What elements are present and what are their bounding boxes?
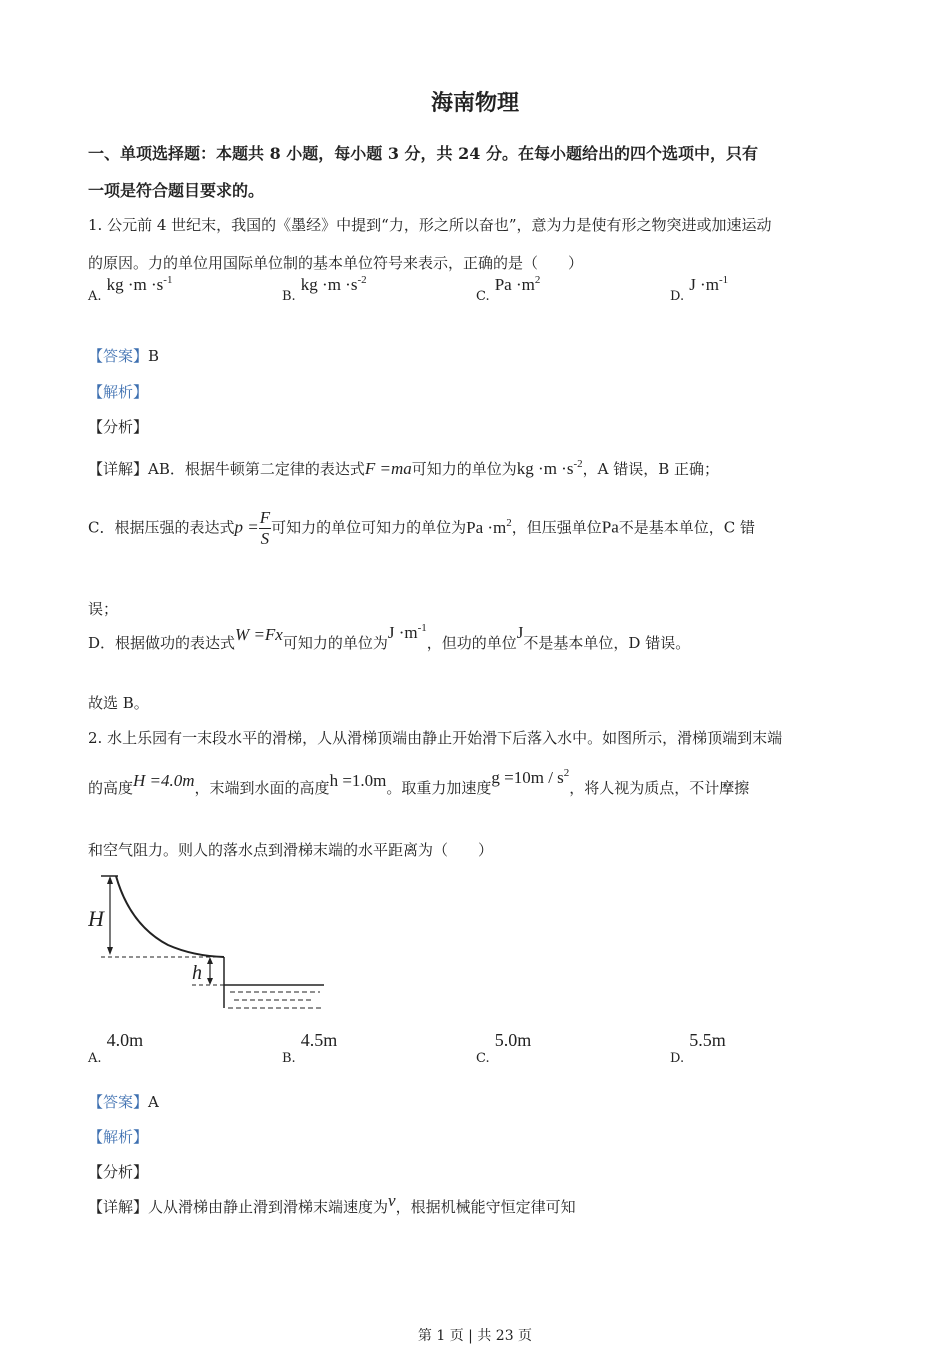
option-label: A. [88,289,102,304]
q2-stem-line1: 2. 水上乐园有一末段水平的滑梯，人从滑梯顶端由静止开始滑下后落入水中。如图所示，滑梯顶端到末端 [88,729,783,747]
option-label: D. [670,1051,685,1066]
q2-stem-line2: 的高度H =4.0m，末端到水面的高度h =1.0m。取重力加速度$g =10m / s^2$，将人视为质点，不计摩擦 [88,767,750,797]
option-unit: kg $\cdot m \cdot s^{-1}$ [106,274,173,294]
fig-label-H: H [88,906,104,931]
slide-curve [116,876,224,957]
page-title: 海南物理 [430,90,519,116]
option-label: B. [282,289,296,304]
option-unit: $J \cdot m^{-1}$ [689,274,729,294]
q1-option-a [88,274,173,305]
option-value: 4.0m [106,1030,144,1050]
option-label: D. [670,289,685,304]
q2-option-a [88,1030,144,1066]
q1-option-b [282,274,367,305]
q1-detail-line1: 【详解】AB．根据牛顿第二定律的表达式F =ma可知力的单位为kg $\cdot m \cdot s^{-2}$，A 错误，B 正确； [88,458,720,478]
q1-stem-line1: 1. 公元前 4 世纪末，我国的《墨经》中提到“力，形之所以奋也”，意为力是使有形之物突进或加速运动 [88,216,772,234]
option-label: A. [88,1051,102,1066]
h-arrow-head-bottom [207,978,213,985]
q1-option-d [670,274,729,305]
q1-fenxi-tag: 【分析】 [88,418,149,436]
option-value: 5.5m [689,1030,726,1050]
option-value: 4.5m [300,1030,338,1050]
pressure-fraction: $\frac{F}{S}$ [259,508,271,548]
q2-fenxi-tag: 【分析】 [88,1163,149,1181]
q1-detail-line3: D．根据做功的表达式W =Fx可知力的单位为$J \cdot m^{-1}$，但功的单位J不是基本单位，D 错误。 [88,622,691,652]
H-arrow-head-bottom [107,947,113,955]
option-value: 5.0m [494,1030,532,1050]
option-unit: kg $\cdot m \cdot s^{-2}$ [300,274,367,294]
page-footer: 第 1 页 | 共 23 页 [417,1328,533,1344]
q2-option-d [670,1030,726,1066]
h-arrow-head-top [207,957,213,964]
H-arrow-head-top [107,876,113,884]
q2-option-b [282,1030,338,1066]
q2-answer: 【答案】A [88,1093,159,1111]
section-heading-line2: 一项是符合题目要求的。 [88,181,265,200]
section-heading-line1: 一、单项选择题：本题共 8 小题，每小题 3 分，共 24 分。在每小题给出的四个选项中，只有 [88,144,758,163]
q1-detail-line2-cont: 误； [88,600,119,618]
q1-conclusion: 故选 B。 [88,694,149,712]
option-label: C. [476,1051,490,1066]
option-unit: $Pa \cdot m^2$ [494,274,541,294]
option-label: B. [282,1051,296,1066]
q1-answer: 【答案】B [88,347,160,365]
slide-diagram [88,870,328,1015]
q2-analysis-tag: 【解析】 [88,1128,149,1146]
q1-stem-line2: 的原因。力的单位用国际单位制的基本单位符号来表示，正确的是（ ） [88,254,584,272]
q1-option-c [476,274,541,305]
option-label: C. [476,289,490,304]
fig-label-h: h [192,962,202,984]
q2-detail-line1: 【详解】人从滑梯由静止滑到滑梯末端速度为v，根据机械能守恒定律可知 [88,1191,576,1216]
q1-detail-line2: C．根据压强的表达式p = $\frac{F}{S}$ 可知力的单位可知力的单位为$Pa \cdot m^2$，但压强单位Pa不是基本单位，C 错 [88,508,756,548]
q2-option-c [476,1030,532,1066]
q1-analysis-tag: 【解析】 [88,383,149,401]
q2-stem-line3: 和空气阻力。则人的落水点到滑梯末端的水平距离为（ ） [88,841,494,859]
